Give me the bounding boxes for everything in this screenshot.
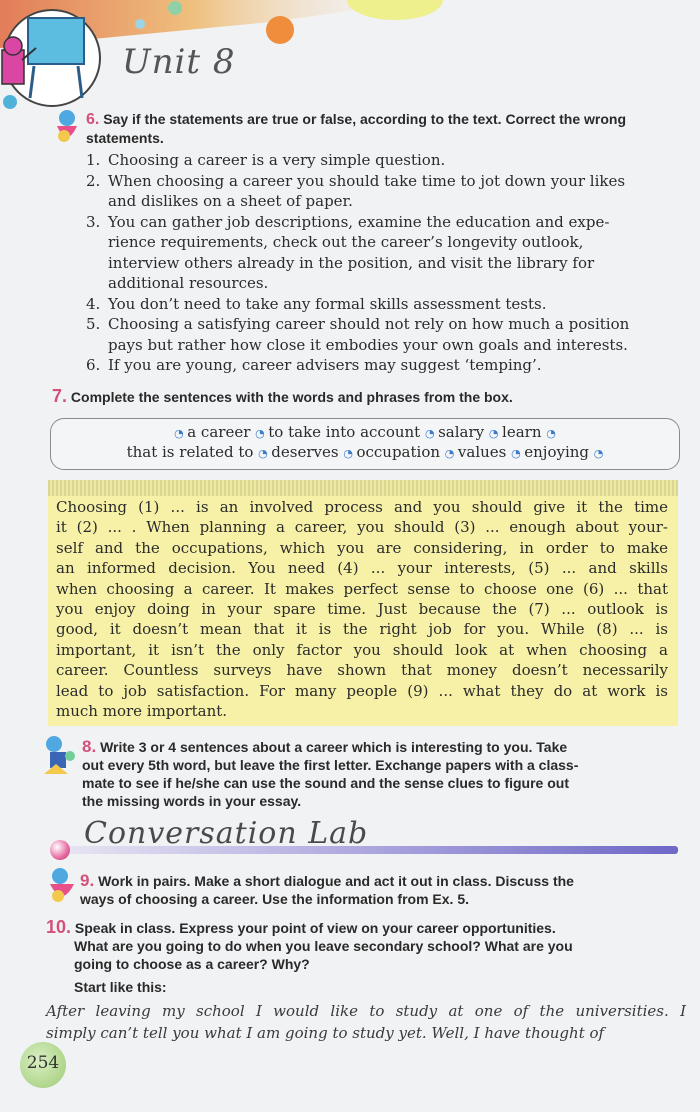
- exercise-7-text-panel: [48, 480, 678, 726]
- box-word: deserves: [271, 443, 339, 461]
- example-text: [46, 1000, 686, 1044]
- exercise-8-instruction: [82, 738, 682, 810]
- exercise-6-instruction: [86, 110, 682, 147]
- box-word: salary: [438, 423, 485, 441]
- statement-text: additional resources.: [108, 274, 269, 292]
- example-line: After leaving my school I would like to study at one of the universities. I: [46, 1002, 686, 1020]
- box-word: values: [457, 443, 507, 461]
- box-word: that is related to: [126, 443, 254, 461]
- statement-text: You can gather job descriptions, examine the education and expe-: [108, 212, 610, 231]
- statement-text: When choosing a career you should take time to jot down your likes: [108, 171, 626, 190]
- instruction-line: Write 3 or 4 sentences about a career which is interesting to you. Take: [100, 739, 568, 755]
- exercise-6-list: [86, 150, 686, 376]
- exercise-number: 8.: [82, 737, 97, 756]
- chalkboard-teacher-icon: [0, 6, 110, 110]
- instruction-line: [46, 918, 686, 937]
- passage-line: lead to job satisfaction. For many people (9) ... what they do at work is: [56, 681, 668, 700]
- word-box-row-1: [51, 422, 679, 444]
- passage-line: when choosing a career. It makes perfect sense to choose one (6) ... that: [56, 579, 668, 598]
- exercise-6-icon: [52, 108, 82, 148]
- exercise-8-icon: [42, 734, 78, 778]
- passage-line: an informed decision. You need (4) ... your interests, (5) ... and skills: [56, 559, 668, 578]
- unit-label: Unit 8: [122, 42, 236, 82]
- conversation-lab-dot-icon: [50, 840, 70, 860]
- passage-line: self and the occupations, which you are considering, in order to make: [56, 538, 668, 557]
- word-box-row-2: [51, 442, 679, 464]
- box-word: to take into account: [268, 423, 421, 441]
- passage-line: it (2) ... . When planning a career, you should (3) ... enough about your-: [56, 518, 668, 537]
- exercise-7-passage: [56, 497, 668, 721]
- exercise-number: 9.: [80, 871, 95, 890]
- statement-item: [86, 294, 686, 315]
- passage-line: you enjoy doing in your spare time. Just because the (7) ... outlook is: [56, 600, 668, 619]
- statement-text: If you are young, career advisers may suggest ‘temping’.: [108, 356, 542, 374]
- statement-text: Choosing a career is a very simple question.: [108, 151, 446, 169]
- box-word: occupation: [356, 443, 441, 461]
- statement-item: [86, 355, 686, 376]
- bullet-icon: ◔: [343, 447, 357, 460]
- instruction-line: [46, 955, 686, 973]
- bullet-icon: ◔: [444, 447, 458, 460]
- exercise-9-instruction: [80, 872, 685, 908]
- start-like-label: Start like this:: [74, 979, 167, 995]
- statement-text: Choosing a satisfying career should not rely on how much a position: [108, 315, 630, 333]
- statement-number: 1.: [86, 151, 101, 169]
- passage-line: good, it doesn’t mean that it is the right job for you. While (8) ... is: [56, 620, 668, 639]
- exercise-7-instruction: [52, 387, 692, 406]
- statement-number: 5.: [86, 315, 101, 333]
- box-word: learn: [502, 423, 542, 441]
- statement-item: [86, 171, 686, 212]
- exercise-7-number: 7.: [52, 386, 68, 406]
- exercise-10-number: 10.: [46, 917, 72, 937]
- passage-line: career. Countless surveys have shown that money doesn’t necessarily: [56, 661, 668, 680]
- instruction-line: out every 5th word, but leave the first letter. Exchange papers with a class-: [82, 757, 579, 773]
- bullet-icon: ◔: [255, 427, 269, 440]
- instruction-line: mate to see if he/she can use the sound and the sense clues to figure out: [82, 775, 569, 791]
- word-box: [50, 418, 680, 470]
- exercise-10-instruction: [46, 918, 686, 973]
- statement-text: pays but rather how close it embodies your own goals and interests.: [108, 335, 628, 354]
- statement-item: [86, 212, 686, 294]
- box-word: enjoying: [524, 443, 590, 461]
- statement-number: 2.: [86, 171, 101, 190]
- statement-text: and dislikes on a sheet of paper.: [108, 192, 353, 210]
- bullet-icon: ◔: [546, 427, 556, 440]
- conversation-lab-title: Conversation Lab: [84, 816, 369, 851]
- statement-number: 3.: [86, 212, 101, 231]
- instruction-line: ways of choosing a career. Use the information from Ex. 5.: [80, 891, 469, 907]
- statement-item: [86, 314, 686, 355]
- instruction-text: What are you going to do when you leave secondary school? What are you: [74, 938, 573, 954]
- page-number-badge: [20, 1042, 66, 1088]
- instruction-text: Speak in class. Express your point of view on your career opportunities.: [74, 920, 556, 936]
- statement-text: interview others already in the position, and visit the library for: [108, 253, 595, 272]
- bullet-icon: ◔: [488, 427, 503, 440]
- passage-line: much more important.: [56, 702, 228, 721]
- conversation-lab-header: [40, 816, 680, 866]
- bullet-icon: ◔: [174, 427, 188, 440]
- instruction-line: [46, 937, 686, 955]
- exercise-7-text: Complete the sentences with the words and phrases from the box.: [70, 389, 513, 405]
- instruction-line: Work in pairs. Make a short dialogue and act it out in class. Discuss the: [98, 873, 574, 889]
- bullet-icon: ◔: [425, 427, 439, 440]
- passage-line: important, it isn’t the only factor you should look at when choosing a: [56, 640, 668, 659]
- box-word: a career: [187, 423, 251, 441]
- example-line: simply can’t tell you what I am going to study yet. Well, I have thought of: [46, 1024, 605, 1042]
- bullet-icon: ◔: [593, 447, 604, 460]
- instruction-text: going to choose as a career? Why?: [74, 956, 310, 972]
- statement-text: rience requirements, check out the career’s longevity outlook,: [108, 233, 584, 251]
- exercise-6-number: 6.: [86, 111, 100, 128]
- statement-item: [86, 150, 686, 171]
- exercise-6-text: Say if the statements are true or false, according to the text. Correct the wrong statements.: [86, 111, 627, 146]
- instruction-line: the missing words in your essay.: [82, 793, 302, 809]
- exercise-9-icon: [46, 866, 78, 908]
- bullet-icon: ◔: [511, 447, 525, 460]
- passage-line: Choosing (1) ... is an involved process and you should give it the time: [56, 498, 668, 516]
- statement-text: You don’t need to take any formal skills assessment tests.: [108, 294, 547, 313]
- statement-number: 6.: [86, 356, 101, 374]
- statement-number: 4.: [86, 294, 101, 313]
- page-number: 254: [26, 1053, 60, 1073]
- bullet-icon: ◔: [258, 447, 272, 460]
